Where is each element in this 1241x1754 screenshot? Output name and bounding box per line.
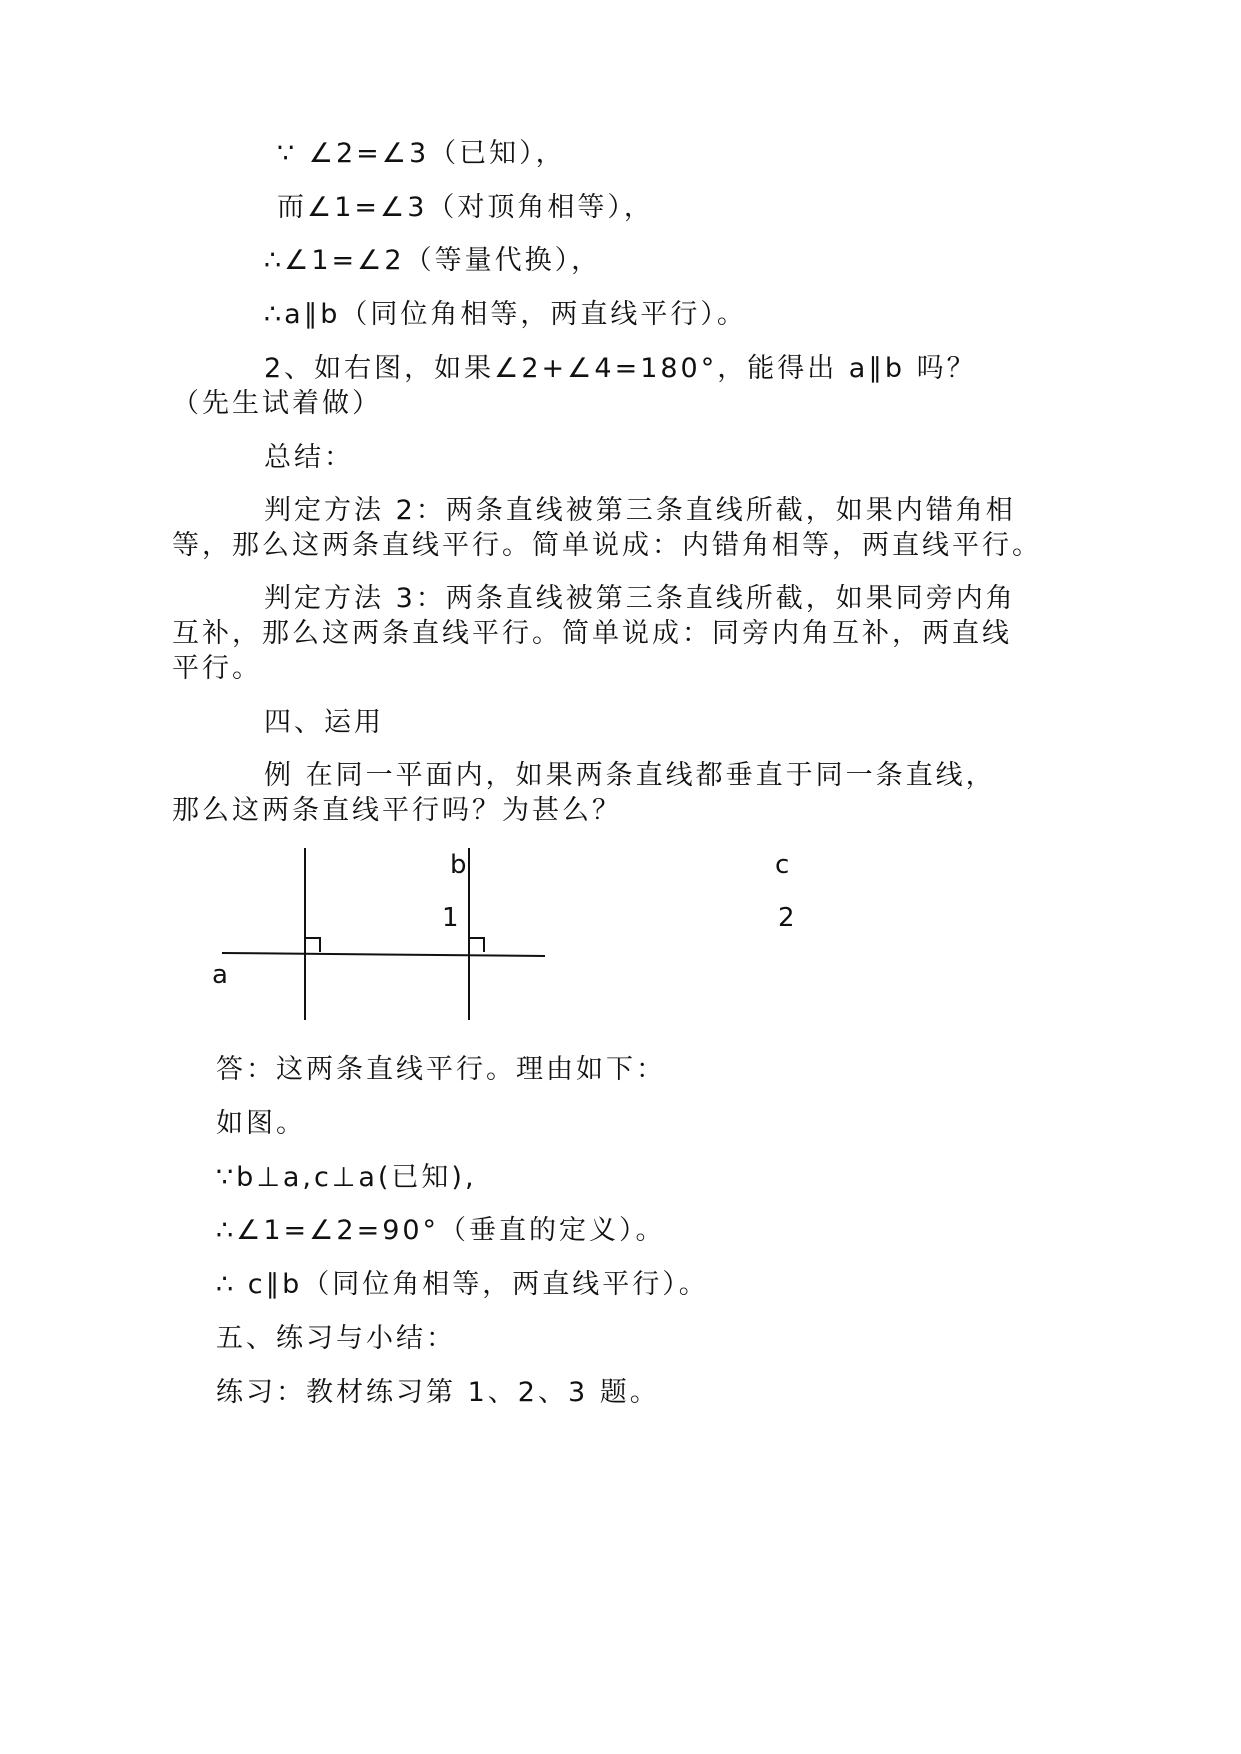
- line-a: [222, 953, 545, 956]
- section5-title: 五、练习与小结：: [216, 1323, 456, 1354]
- figure-label-1: 1: [442, 903, 459, 933]
- example-line-2: 那么这两条直线平行吗？为甚么？: [172, 795, 622, 826]
- figure-label-a: a: [212, 960, 228, 990]
- proof-line-2: 而∠1=∠3（对顶角相等），: [277, 192, 654, 223]
- figure-label-2: 2: [778, 903, 795, 933]
- question2-line-1: 2、如右图，如果∠2+∠4=180°，能得出 a∥b 吗？: [264, 353, 977, 384]
- method3-line-1: 判定方法 3：两条直线被第三条直线所截，如果同旁内角: [264, 583, 1016, 614]
- answer-line-4: ∴∠1=∠2=90°（垂直的定义）。: [216, 1215, 666, 1246]
- figure-label-c: c: [775, 850, 790, 880]
- answer-line-3: ∵b⊥a,c⊥a(已知),: [216, 1162, 477, 1193]
- method3-line-3: 平行。: [172, 653, 262, 684]
- figure-label-b: b: [450, 850, 467, 880]
- summary-title: 总结：: [264, 442, 354, 473]
- proof-line-1: ∵ ∠2=∠3（已知），: [277, 138, 566, 169]
- proof-line-3: ∴∠1=∠2（等量代换），: [264, 245, 602, 276]
- answer-line-1: 答：这两条直线平行。理由如下：: [216, 1054, 666, 1085]
- right-angle-mark-1: [306, 938, 320, 952]
- method2-line-2: 等，那么这两条直线平行。简单说成：内错角相等，两直线平行。: [172, 530, 1042, 561]
- method2-line-1: 判定方法 2：两条直线被第三条直线所截，如果内错角相: [264, 495, 1016, 526]
- example-line-1: 例 在同一平面内，如果两条直线都垂直于同一条直线，: [264, 760, 996, 791]
- practice-line: 练习：教材练习第 1、2、3 题。: [216, 1377, 660, 1408]
- answer-line-5: ∴ c∥b（同位角相等，两直线平行）。: [216, 1269, 709, 1300]
- section4-title: 四、运用: [264, 707, 384, 738]
- method3-line-2: 互补，那么这两条直线平行。简单说成：同旁内角互补，两直线: [172, 618, 1012, 649]
- proof-line-4: ∴a∥b（同位角相等，两直线平行）。: [264, 299, 747, 330]
- question2-line-2: （先生试着做）: [172, 388, 382, 419]
- answer-line-2: 如图。: [216, 1108, 306, 1139]
- right-angle-mark-2: [470, 938, 484, 952]
